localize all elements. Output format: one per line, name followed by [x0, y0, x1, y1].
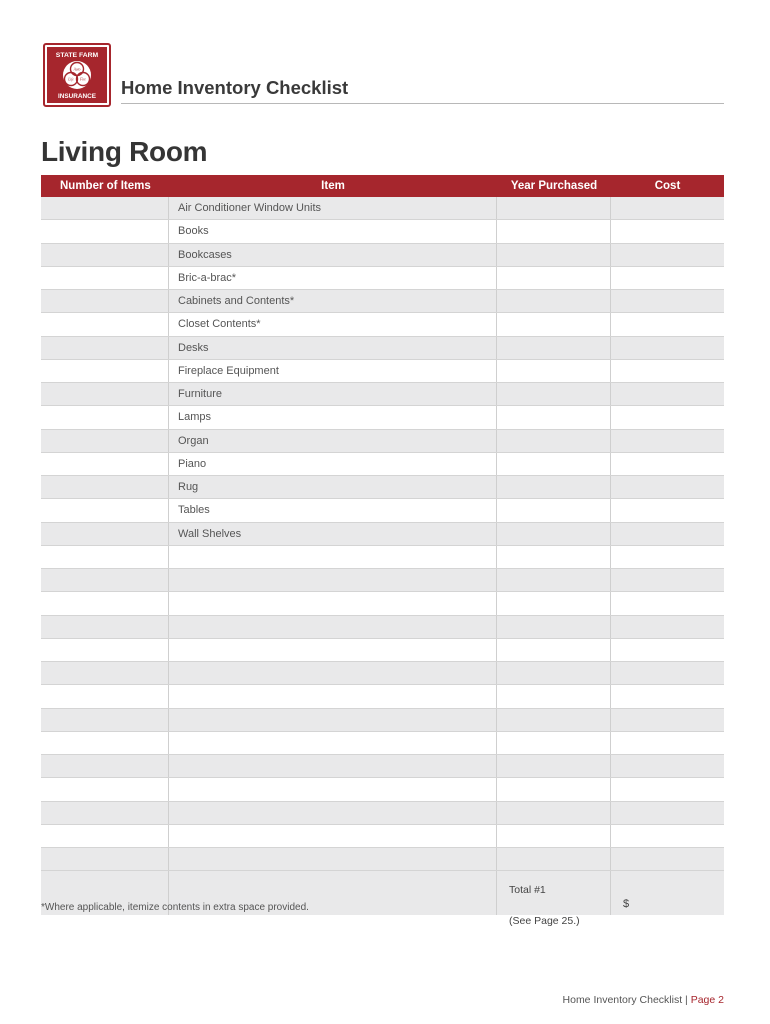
svg-text:Life: Life [68, 77, 74, 82]
cost-cell[interactable] [611, 360, 724, 382]
year-purchased-cell[interactable] [497, 732, 611, 754]
table-row [41, 290, 724, 313]
number-of-items-cell[interactable] [41, 592, 169, 614]
number-of-items-cell[interactable] [41, 499, 169, 521]
item-cell [169, 709, 497, 731]
cost-cell[interactable] [611, 569, 724, 591]
year-purchased-cell[interactable] [497, 383, 611, 405]
year-purchased-cell[interactable] [497, 313, 611, 335]
table-row [41, 639, 724, 662]
item-cell: Piano [169, 453, 497, 475]
number-of-items-cell[interactable] [41, 220, 169, 242]
cost-cell[interactable] [611, 290, 724, 312]
number-of-items-cell[interactable] [41, 732, 169, 754]
number-of-items-cell[interactable] [41, 639, 169, 661]
year-purchased-cell[interactable] [497, 616, 611, 638]
cost-cell[interactable] [611, 523, 724, 545]
total-cost-cell[interactable]: $ [623, 898, 630, 911]
cost-cell[interactable] [611, 430, 724, 452]
item-cell [169, 778, 497, 800]
item-cell: Cabinets and Contents* [169, 290, 497, 312]
cost-cell[interactable] [611, 592, 724, 614]
cost-cell[interactable] [611, 825, 724, 847]
item-cell [169, 592, 497, 614]
section-title: Living Room [41, 136, 208, 167]
year-purchased-cell[interactable] [497, 709, 611, 731]
table-row [41, 709, 724, 732]
svg-text:Auto: Auto [73, 67, 81, 72]
item-cell [169, 802, 497, 824]
table-row [41, 406, 724, 429]
number-of-items-cell[interactable] [41, 337, 169, 359]
year-purchased-cell[interactable] [497, 244, 611, 266]
year-purchased-cell[interactable] [497, 197, 611, 219]
cost-cell[interactable] [611, 453, 724, 475]
number-of-items-cell[interactable] [41, 825, 169, 847]
header-cost: Cost [654, 180, 681, 192]
year-purchased-cell[interactable] [497, 592, 611, 614]
item-cell [169, 546, 497, 568]
number-of-items-cell[interactable] [41, 267, 169, 289]
cost-cell[interactable] [611, 313, 724, 335]
table-row [41, 732, 724, 755]
cost-cell[interactable] [611, 476, 724, 498]
logo-top-text: STATE FARM [55, 52, 99, 59]
table-row [41, 476, 724, 499]
cost-cell[interactable] [611, 755, 724, 777]
footer-title: Home Inventory Checklist | [562, 994, 691, 1006]
year-purchased-cell[interactable] [497, 337, 611, 359]
item-cell [169, 848, 497, 870]
year-purchased-cell[interactable] [497, 825, 611, 847]
item-cell: Bric-a-brac* [169, 267, 497, 289]
year-purchased-cell[interactable] [497, 267, 611, 289]
year-purchased-cell[interactable] [497, 220, 611, 242]
table-row [41, 430, 724, 453]
year-purchased-cell[interactable] [497, 662, 611, 684]
header-divider [121, 103, 724, 104]
year-purchased-cell[interactable] [497, 802, 611, 824]
cost-cell[interactable] [611, 685, 724, 707]
table-row [41, 220, 724, 243]
cost-cell[interactable] [611, 546, 724, 568]
item-cell: Furniture [169, 383, 497, 405]
number-of-items-cell[interactable] [41, 290, 169, 312]
item-cell: Lamps [169, 406, 497, 428]
total-label-cell [497, 871, 611, 928]
year-purchased-cell[interactable] [497, 685, 611, 707]
cost-cell[interactable] [611, 383, 724, 405]
footnote: *Where applicable, itemize contents in extra space provided. [41, 902, 309, 913]
item-cell: Wall Shelves [169, 523, 497, 545]
item-cell: Rug [169, 476, 497, 498]
item-cell [169, 732, 497, 754]
number-of-items-cell[interactable] [41, 685, 169, 707]
cost-cell[interactable] [611, 337, 724, 359]
year-purchased-cell[interactable] [497, 499, 611, 521]
cost-cell[interactable] [611, 802, 724, 824]
inventory-table [41, 175, 724, 928]
number-of-items-cell[interactable] [41, 360, 169, 382]
cost-cell[interactable] [611, 220, 724, 242]
table-row [41, 546, 724, 569]
number-of-items-cell[interactable] [41, 616, 169, 638]
item-cell [169, 825, 497, 847]
year-purchased-cell[interactable] [497, 639, 611, 661]
number-of-items-cell[interactable] [41, 453, 169, 475]
number-of-items-cell[interactable] [41, 383, 169, 405]
total-label: Total #1 [509, 884, 546, 897]
item-cell [169, 569, 497, 591]
table-row [41, 313, 724, 336]
year-purchased-cell[interactable] [497, 453, 611, 475]
cost-cell[interactable] [611, 778, 724, 800]
table-row [41, 848, 724, 871]
cost-cell[interactable] [611, 197, 724, 219]
cost-cell[interactable] [611, 267, 724, 289]
year-purchased-cell[interactable] [497, 523, 611, 545]
item-cell: Bookcases [169, 244, 497, 266]
item-cell: Organ [169, 430, 497, 452]
item-cell: Books [169, 220, 497, 242]
number-of-items-cell[interactable] [41, 802, 169, 824]
year-purchased-cell[interactable] [497, 290, 611, 312]
document-title: Home Inventory Checklist [121, 77, 349, 98]
table-row [41, 337, 724, 360]
year-purchased-cell[interactable] [497, 755, 611, 777]
table-row [41, 383, 724, 406]
cost-cell[interactable] [611, 499, 724, 521]
year-purchased-cell[interactable] [497, 848, 611, 870]
table-row [41, 616, 724, 639]
number-of-items-cell[interactable] [41, 430, 169, 452]
cost-cell[interactable] [611, 732, 724, 754]
year-purchased-cell[interactable] [497, 778, 611, 800]
table-row [41, 267, 724, 290]
cost-cell[interactable] [611, 639, 724, 661]
svg-text:Fire: Fire [79, 77, 87, 82]
item-cell: Closet Contents* [169, 313, 497, 335]
number-of-items-cell[interactable] [41, 778, 169, 800]
table-header [41, 175, 724, 197]
year-purchased-cell[interactable] [497, 360, 611, 382]
item-cell: Desks [169, 337, 497, 359]
table-row [41, 685, 724, 708]
year-purchased-cell[interactable] [497, 569, 611, 591]
cost-cell[interactable] [611, 662, 724, 684]
number-of-items-cell[interactable] [41, 197, 169, 219]
table-row [41, 523, 724, 546]
table-row [41, 755, 724, 778]
table-row [41, 499, 724, 522]
number-of-items-cell[interactable] [41, 546, 169, 568]
cost-cell[interactable] [611, 406, 724, 428]
table-row [41, 453, 724, 476]
table-row [41, 825, 724, 848]
table-row [41, 802, 724, 825]
table-row [41, 592, 724, 615]
page-number: Page 2 [690, 994, 724, 1006]
number-of-items-cell[interactable] [41, 662, 169, 684]
table-row [41, 662, 724, 685]
year-purchased-cell[interactable] [497, 430, 611, 452]
item-cell [169, 662, 497, 684]
page-footer [563, 994, 724, 1006]
table-row [41, 244, 724, 267]
number-of-items-cell[interactable] [41, 313, 169, 335]
table-body [41, 197, 724, 871]
cost-cell[interactable] [611, 616, 724, 638]
number-of-items-cell[interactable] [41, 476, 169, 498]
year-purchased-cell[interactable] [497, 476, 611, 498]
item-cell [169, 639, 497, 661]
item-cell: Air Conditioner Window Units [169, 197, 497, 219]
cost-cell[interactable] [611, 244, 724, 266]
number-of-items-cell[interactable] [41, 523, 169, 545]
cost-cell[interactable] [611, 709, 724, 731]
number-of-items-cell[interactable] [41, 848, 169, 870]
table-row [41, 778, 724, 801]
number-of-items-cell[interactable] [41, 709, 169, 731]
number-of-items-cell[interactable] [41, 569, 169, 591]
state-farm-logo [43, 43, 111, 107]
year-purchased-cell[interactable] [497, 406, 611, 428]
item-cell [169, 755, 497, 777]
item-cell [169, 685, 497, 707]
table-row [41, 360, 724, 383]
header-year-purchased: Year Purchased [510, 180, 598, 192]
table-row [41, 569, 724, 592]
logo-bottom-text: INSURANCE [58, 93, 96, 100]
cost-cell[interactable] [611, 848, 724, 870]
number-of-items-cell[interactable] [41, 406, 169, 428]
header-item: Item [321, 180, 345, 192]
table-row [41, 197, 724, 220]
item-cell: Tables [169, 499, 497, 521]
number-of-items-cell[interactable] [41, 244, 169, 266]
year-purchased-cell[interactable] [497, 546, 611, 568]
item-cell: Fireplace Equipment [169, 360, 497, 382]
item-cell [169, 616, 497, 638]
number-of-items-cell[interactable] [41, 755, 169, 777]
total-page-reference: (See Page 25.) [509, 915, 580, 928]
header-number-of-items: Number of Items [60, 180, 151, 192]
